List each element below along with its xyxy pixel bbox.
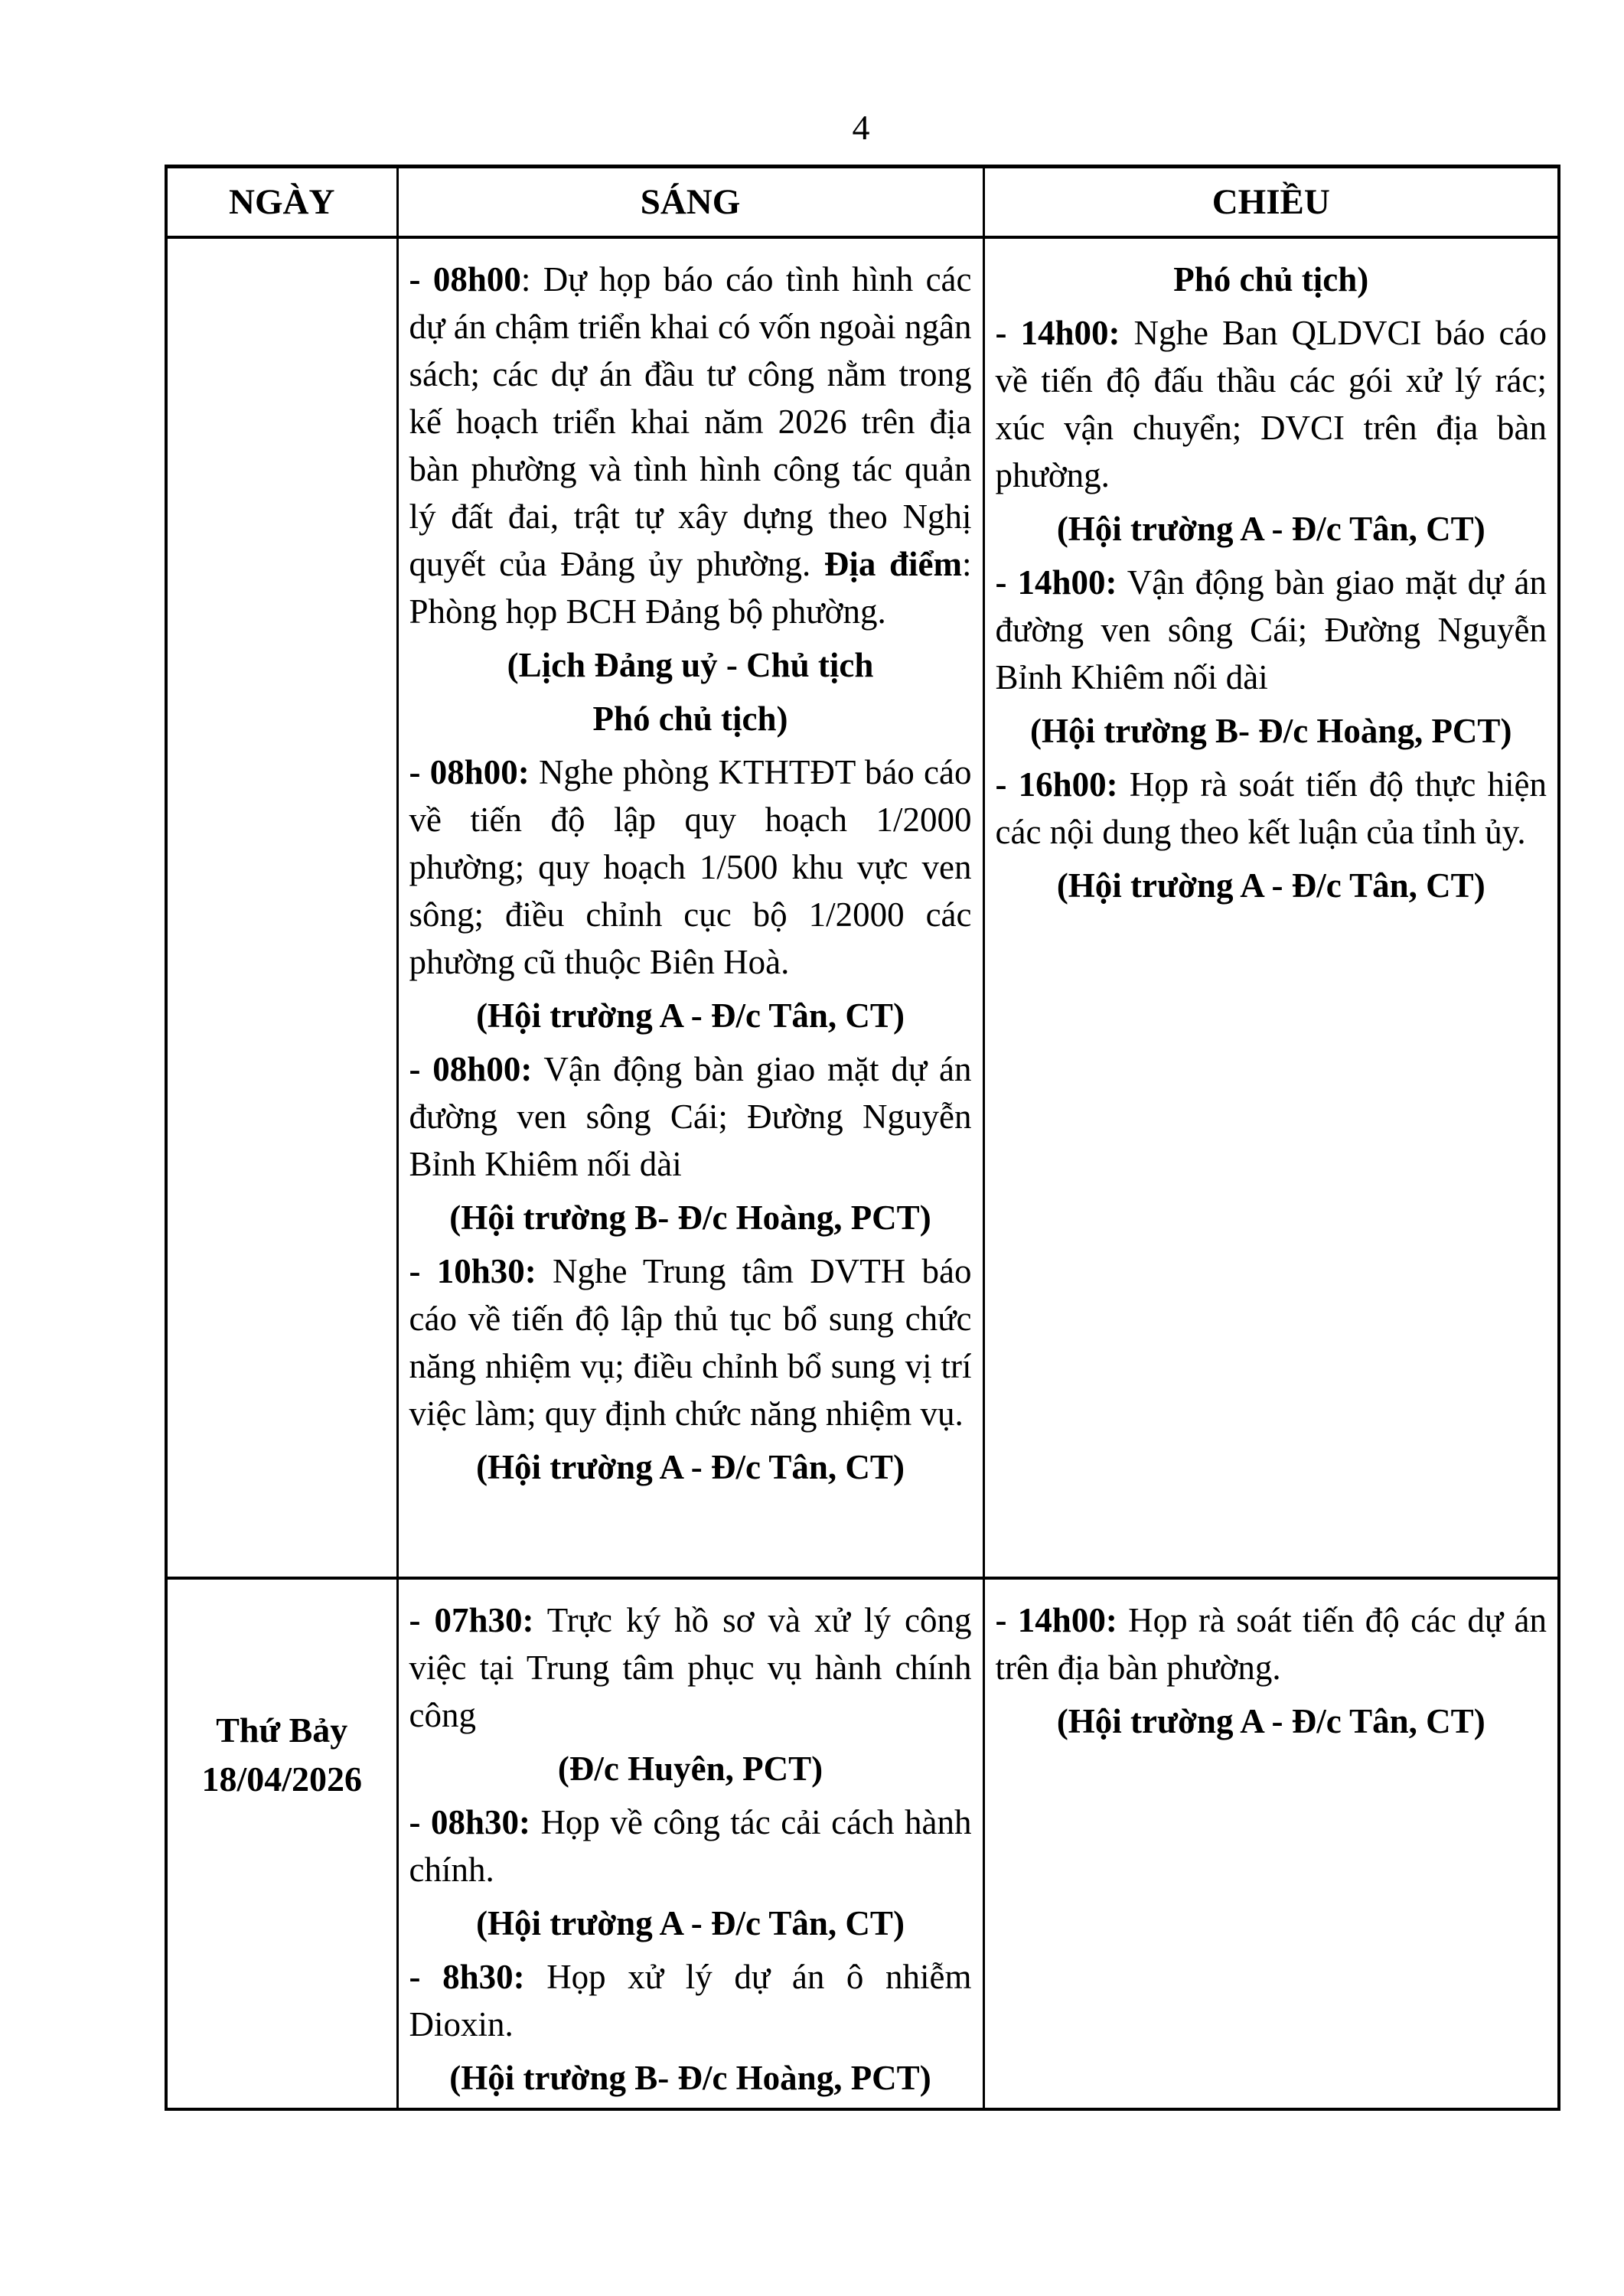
bold-text: (Hội trường A - Đ/c Tân, CT) [476, 996, 905, 1035]
bold-text: Địa điểm [823, 544, 962, 583]
regular-text: Nghe phòng KTHTĐT báo cáo về tiến độ lập quy hoạch 1/2000 phường; quy hoạch 1/500 khu vực ven sông; điều chỉnh cục bộ 1/2000 các phường cũ thuộc Biên Hoà. [409, 752, 972, 981]
event-paragraph [996, 309, 1547, 499]
regular-text: Vận động bàn giao mặt dự án đường ven sông Cái; Đường Nguyễn Bỉnh Khiêm nối dài [995, 563, 1547, 696]
event-paragraph [409, 1953, 972, 2048]
morning-cell [397, 237, 983, 1578]
regular-text: Họp xử lý dự án ô nhiễm Dioxin. [409, 1957, 972, 2043]
venue-line [409, 2054, 972, 2102]
bold-text: - 07h30: [409, 1600, 534, 1639]
regular-text: : Dự họp báo cáo tình hình các dự án chậm triển khai có vốn ngoài ngân sách; các dự án đầu tư công nằm trong kế hoạch triển khai năm 2026 trên địa bàn phường và tình hình công tác quản lý đất đai, trật tự xây dựng theo Nghị quyết của Đảng ủy phường. [409, 259, 972, 583]
table-header-row [166, 167, 1559, 237]
bold-text: (Hội trường B- Đ/c Hoàng, PCT) [449, 1198, 931, 1237]
event-paragraph [409, 748, 972, 986]
afternoon-cell [983, 1578, 1559, 2109]
venue-line [996, 256, 1547, 303]
bold-text: - 14h00: [995, 1600, 1117, 1639]
event-paragraph [996, 761, 1547, 856]
bold-text: (Hội trường A - Đ/c Tân, CT) [1056, 509, 1485, 548]
day-cell [166, 1578, 397, 2109]
event-paragraph [409, 1045, 972, 1188]
bold-text: (Hội trường A - Đ/c Tân, CT) [476, 1447, 905, 1486]
event-paragraph [409, 256, 972, 635]
bold-text: - 10h30: [409, 1251, 536, 1290]
event-paragraph [996, 1596, 1547, 1691]
venue-line [409, 1745, 972, 1792]
bold-text: - 08h00: [409, 1049, 533, 1088]
bold-text: (Hội trường A - Đ/c Tân, CT) [1056, 1701, 1485, 1740]
header-afternoon: CHIỀU [983, 167, 1559, 237]
schedule-table-body [166, 237, 1559, 2109]
day-line: Thứ Bảy [216, 1710, 348, 1750]
regular-text: Nghe Ban QLDVCI báo cáo về tiến độ đấu thầu các gói xử lý rác; xúc vận chuyển; DVCI trên địa bàn phường. [995, 313, 1547, 494]
bold-text: Phó chủ tịch) [592, 699, 788, 738]
bold-text: - 08h00 [409, 259, 521, 298]
bold-text: (Lịch Đảng uỷ - Chủ tịch [507, 645, 874, 684]
venue-line [409, 1194, 972, 1241]
afternoon-cell [983, 237, 1559, 1578]
venue-line [409, 1443, 972, 1491]
regular-text: Họp rà soát tiến độ thực hiện các nội dung theo kết luận của tỉnh ủy. [995, 765, 1547, 851]
venue-line [996, 505, 1547, 553]
bold-text: Phó chủ tịch) [1173, 259, 1369, 298]
bold-text: - 8h30: [409, 1957, 525, 1996]
venue-line [996, 1698, 1547, 1745]
bold-text: - 08h30: [409, 1802, 530, 1841]
table-row [166, 1578, 1559, 2109]
venue-line [996, 862, 1547, 909]
bold-text: - 14h00: [995, 563, 1117, 602]
venue-line [409, 695, 972, 742]
bold-text: - 14h00: [995, 313, 1120, 352]
regular-text: Họp về công tác cải cách hành chính. [409, 1802, 972, 1889]
bold-text: (Hội trường B- Đ/c Hoàng, PCT) [449, 2058, 931, 2097]
bold-text: (Hội trường A - Đ/c Tân, CT) [1056, 866, 1485, 905]
table-row [166, 237, 1559, 1578]
event-paragraph [409, 1596, 972, 1739]
bold-text: - 08h00: [409, 752, 530, 791]
header-day: NGÀY [166, 167, 397, 237]
regular-text: Vận động bàn giao mặt dự án đường ven sông Cái; Đường Nguyễn Bỉnh Khiêm nối dài [409, 1049, 972, 1183]
page-number: 4 [852, 108, 870, 147]
venue-line [409, 1900, 972, 1947]
venue-line [409, 992, 972, 1039]
regular-text: : Phòng họp BCH Đảng bộ phường. [409, 544, 972, 631]
day-line: 18/04/2026 [201, 1759, 363, 1799]
regular-text: Nghe Trung tâm DVTH báo cáo về tiến độ lập thủ tục bổ sung chức năng nhiệm vụ; điều chỉnh bổ sung vị trí việc làm; quy định chức năng nhiệm vụ. [409, 1251, 972, 1433]
bold-text: (Hội trường A - Đ/c Tân, CT) [476, 1903, 905, 1942]
regular-text: Trực ký hồ sơ và xử lý công việc tại Trung tâm phục vụ hành chính công [409, 1600, 972, 1734]
morning-cell [397, 1578, 983, 2109]
bold-text: (Hội trường B- Đ/c Hoàng, PCT) [1030, 711, 1512, 750]
event-paragraph [409, 1799, 972, 1893]
bold-text: - 16h00: [995, 765, 1118, 804]
regular-text: Họp rà soát tiến độ các dự án trên địa bàn phường. [995, 1600, 1547, 1687]
bold-text: (Đ/c Huyên, PCT) [557, 1749, 823, 1788]
header-morning: SÁNG [397, 167, 983, 237]
venue-line [409, 641, 972, 689]
day-cell [166, 237, 397, 1578]
event-paragraph [996, 559, 1547, 701]
schedule-table [165, 165, 1560, 2111]
venue-line [996, 707, 1547, 755]
event-paragraph [409, 1247, 972, 1437]
